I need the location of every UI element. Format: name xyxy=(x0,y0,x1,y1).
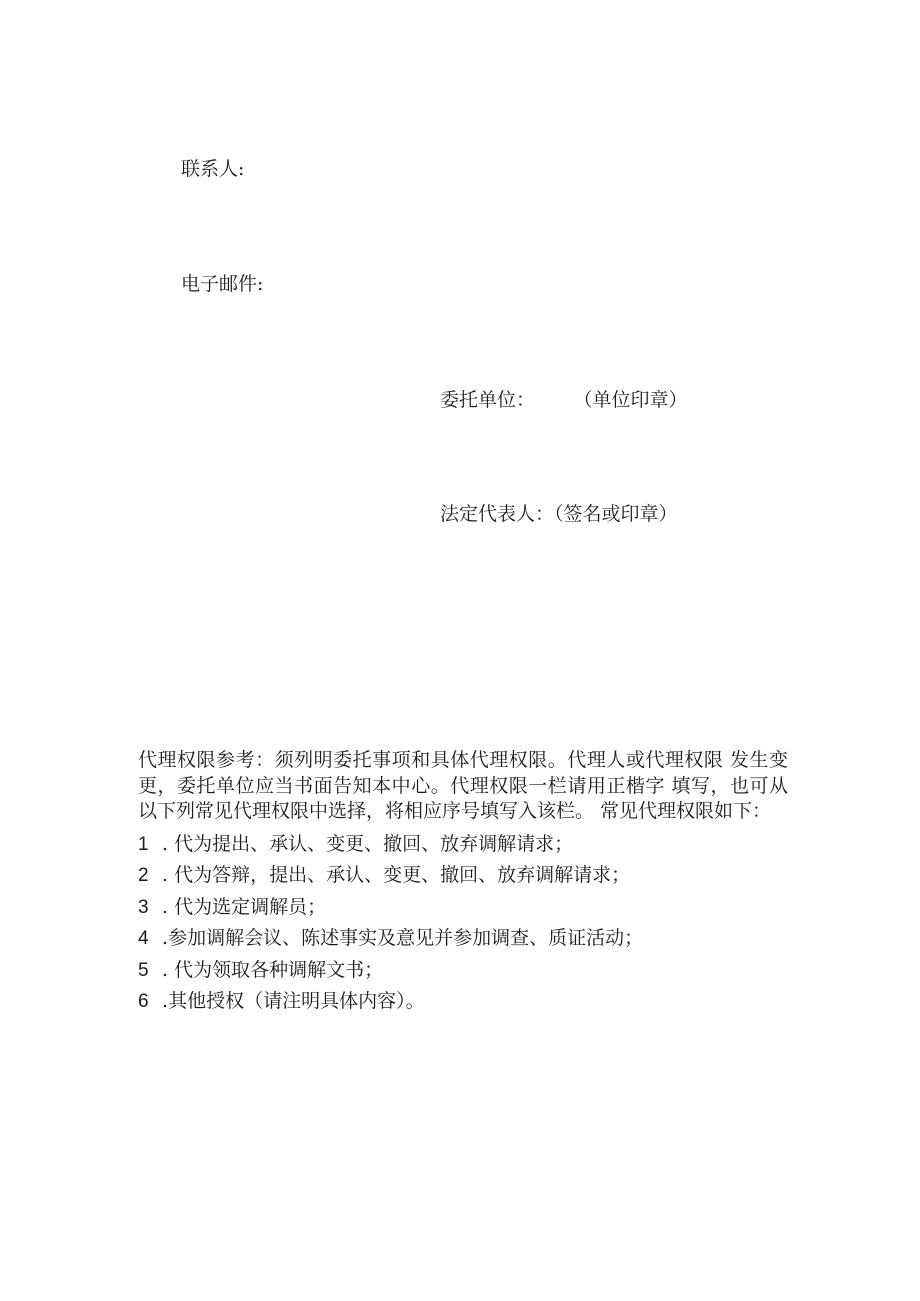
item-number: 3 xyxy=(138,896,149,918)
item-text: . 代为领取各种调解文书； xyxy=(156,958,384,981)
item-text: .参加调解会议、陈述事实及意见并参加调查、质证活动； xyxy=(156,927,644,949)
item-text: . 代为提出、承认、变更、撤回、放弃调解请求； xyxy=(156,832,574,855)
list-item xyxy=(138,986,788,1018)
entrusting-unit-label: 委托单位： xyxy=(440,389,536,411)
note-paragraph: 代理权限参考：须列明委托事项和具体代理权限。代理人或代理权限 发生变更，委托单位应当书面告知本中心。代理权限一栏请用正楷字 填写，也可从以下列常见代理权限中选择，将相应序号填写入该栏。 常见代理权限如下： xyxy=(138,749,788,822)
email-label: 电子邮件: xyxy=(181,273,264,295)
entrusting-unit-line xyxy=(440,388,688,412)
item-text: . 代为选定调解员； xyxy=(156,895,327,918)
list-item xyxy=(138,923,788,955)
item-number: 5 xyxy=(138,959,149,981)
legal-representative-label: 法定代表人：（签名或印章） xyxy=(440,503,678,525)
contact-person-label: 联系人: xyxy=(181,158,245,180)
authority-list xyxy=(138,829,788,1018)
item-number: 6 xyxy=(138,991,149,1012)
agency-authority-note xyxy=(138,748,788,1018)
item-text: . 代为答辩，提出、承认、变更、撤回、放弃调解请求； xyxy=(156,864,631,886)
item-number: 1 xyxy=(138,833,149,855)
item-number: 2 xyxy=(138,865,149,886)
item-number: 4 xyxy=(138,928,149,949)
list-item xyxy=(138,860,788,892)
unit-seal-label: （单位印章） xyxy=(583,389,688,411)
list-item xyxy=(138,955,788,987)
item-text: .其他授权（请注明具体内容）。 xyxy=(156,990,425,1012)
list-item xyxy=(138,829,788,861)
list-item xyxy=(138,892,788,924)
